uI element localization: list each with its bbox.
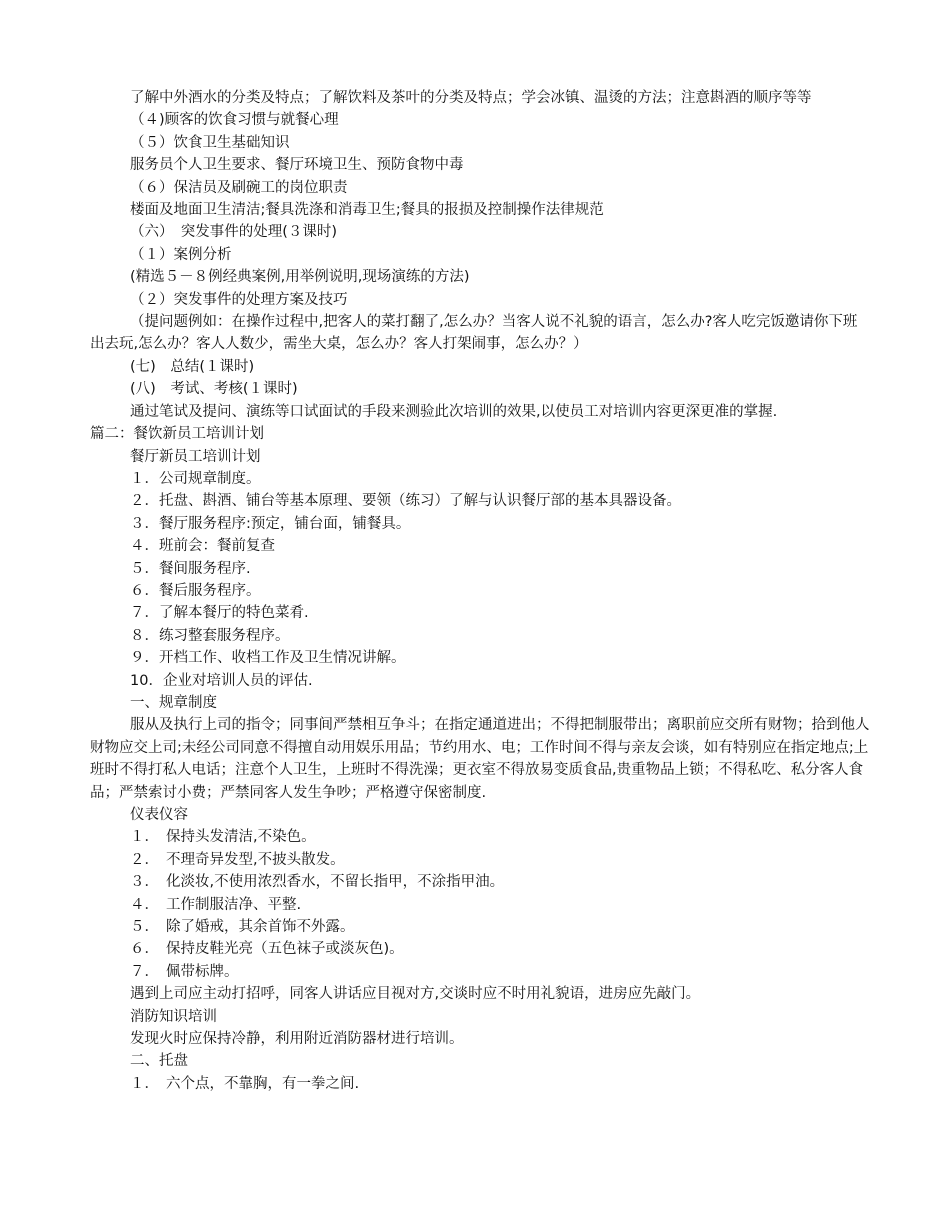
text-exam-method: 通过笔试及提问、演练等口试面试的手段来测验此次培训的效果,以使员工对培训内容更深更准的掌握. xyxy=(130,403,778,420)
text-case-selection: (精选５－８例经典案例,用举例说明,现场演练的方法) xyxy=(130,269,470,286)
item-number: １． xyxy=(130,829,159,846)
appearance-item-5 xyxy=(90,916,870,938)
plan-item-8: ８．练习整套服务程序。 xyxy=(130,627,290,644)
plan-item-3: ３．餐厅服务程序:预定，铺台面，铺餐具。 xyxy=(130,515,411,532)
item-number: ４． xyxy=(130,896,159,913)
heading-emergency-handling: （六） 突发事件的处理(３课时) xyxy=(130,224,338,241)
item-customer-habits: （４)顾客的饮食习惯与就餐心理 xyxy=(130,112,339,129)
item-food-hygiene: （５）饮食卫生基础知识 xyxy=(130,134,290,151)
text-hygiene-requirements: 服务员个人卫生要求、餐厅环境卫生、预防食物中毒 xyxy=(130,157,464,174)
item-number: ３． xyxy=(130,874,159,891)
heading-rules: 一、规章制度 xyxy=(130,694,217,711)
heading-exam: (八) 考试、考核(１课时) xyxy=(130,381,298,398)
item-text: 六个点，不靠胸，有一拳之间. xyxy=(166,1075,360,1092)
appearance-item-3 xyxy=(90,871,870,893)
item-text: 保持头发清洁,不染色。 xyxy=(166,829,316,846)
appearance-item-2 xyxy=(90,849,870,871)
paragraph-wine-knowledge: 了解中外酒水的分类及特点；了解饮料及茶叶的分类及特点；学会冰镇、温烫的方法；注意斟酒的顺序等等 xyxy=(130,90,812,106)
item-text: 不理奇异发型,不披头散发。 xyxy=(166,851,345,868)
plan-item-10: 10．企业对培训人员的评估. xyxy=(130,672,313,689)
item-number: ２． xyxy=(130,851,159,868)
appearance-item-4 xyxy=(90,894,870,916)
plan-item-1: １．公司规章制度。 xyxy=(130,470,261,487)
plan-item-9: ９．开档工作、收档工作及卫生情况讲解。 xyxy=(130,650,406,667)
item-cleaner-duties: （６）保洁员及刷碗工的岗位职责 xyxy=(130,179,348,196)
item-text: 化淡妆,不使用浓烈香水，不留长指甲，不涂指甲油。 xyxy=(166,874,505,891)
heading-tray: 二、托盘 xyxy=(130,1053,188,1070)
plan-item-6: ６．餐后服务程序。 xyxy=(130,582,261,599)
item-text: 除了婚戒，其余首饰不外露。 xyxy=(166,919,355,936)
section-title-part-two: 篇二：餐饮新员工培训计划 xyxy=(90,426,264,443)
item-emergency-plan: （２）突发事件的处理方案及技巧 xyxy=(130,291,348,308)
text-fire-safety: 发现火时应保持冷静，利用附近消防器材进行培训。 xyxy=(130,1031,464,1048)
item-number: ７． xyxy=(130,963,159,980)
text-cleaning-scope: 楼面及地面卫生清洁;餐具洗涤和消毒卫生;餐具的报损及控制操作法律规范 xyxy=(130,202,604,219)
item-text: 工作制服洁净、平整. xyxy=(166,896,302,913)
plan-item-7: ７．了解本餐厅的特色菜肴. xyxy=(130,605,309,622)
plan-title: 餐厅新员工培训计划 xyxy=(130,448,261,465)
tray-item-1 xyxy=(90,1073,870,1095)
heading-fire-safety: 消防知识培训 xyxy=(130,1008,217,1025)
appearance-item-7 xyxy=(90,961,870,983)
item-number: ６． xyxy=(130,941,159,958)
appearance-item-1 xyxy=(90,826,870,848)
plan-item-4: ４．班前会：餐前复查 xyxy=(130,538,275,555)
heading-appearance: 仪表仪容 xyxy=(130,807,188,823)
item-number: １． xyxy=(130,1075,159,1092)
paragraph-question-examples: （提问题例如：在操作过程中,把客人的菜打翻了,怎么办？当客人说不礼貌的语言，怎么办?客人吃完饭邀请你下班出去玩,怎么办？客人人数少，需坐大桌，怎么办？客人打架闹事，怎么办？） xyxy=(90,314,858,353)
item-number: ５． xyxy=(130,919,159,936)
heading-summary: (七) 总结(１课时) xyxy=(130,358,255,375)
paragraph-rules: 服从及执行上司的指令；同事间严禁相互争斗；在指定通道进出；不得把制服带出；离职前应交所有财物；拾到他人财物应交上司;未经公司同意不得擅自动用娱乐用品；节约用水、电；工作时间不得与亲友会谈，如有特别应在指定地点;上班时不得打私人电话；注意个人卫生，上班时不得洗澡；更衣室不得放易变质食品,贵重物品上锁；不得私吃、私分客人食品；严禁索讨小费；严禁同客人发生争吵；严格遵守保密制度. xyxy=(90,717,870,801)
plan-item-5: ５．餐间服务程序. xyxy=(130,560,251,577)
item-text: 佩带标牌。 xyxy=(166,963,239,980)
document-body xyxy=(90,87,870,1095)
plan-item-2: ２．托盘、斟酒、铺台等基本原理、要领（练习）了解与认识餐厅部的基本具器设备。 xyxy=(130,493,681,510)
text-greeting-etiquette: 遇到上司应主动打招呼，同客人讲话应目视对方,交谈时应不时用礼貌语，进房应先敲门。 xyxy=(130,986,701,1003)
item-case-analysis: （１）案例分析 xyxy=(130,246,232,263)
item-text: 保持皮鞋光亮（五色袜子或淡灰色)。 xyxy=(166,941,404,958)
appearance-item-6 xyxy=(90,938,870,960)
